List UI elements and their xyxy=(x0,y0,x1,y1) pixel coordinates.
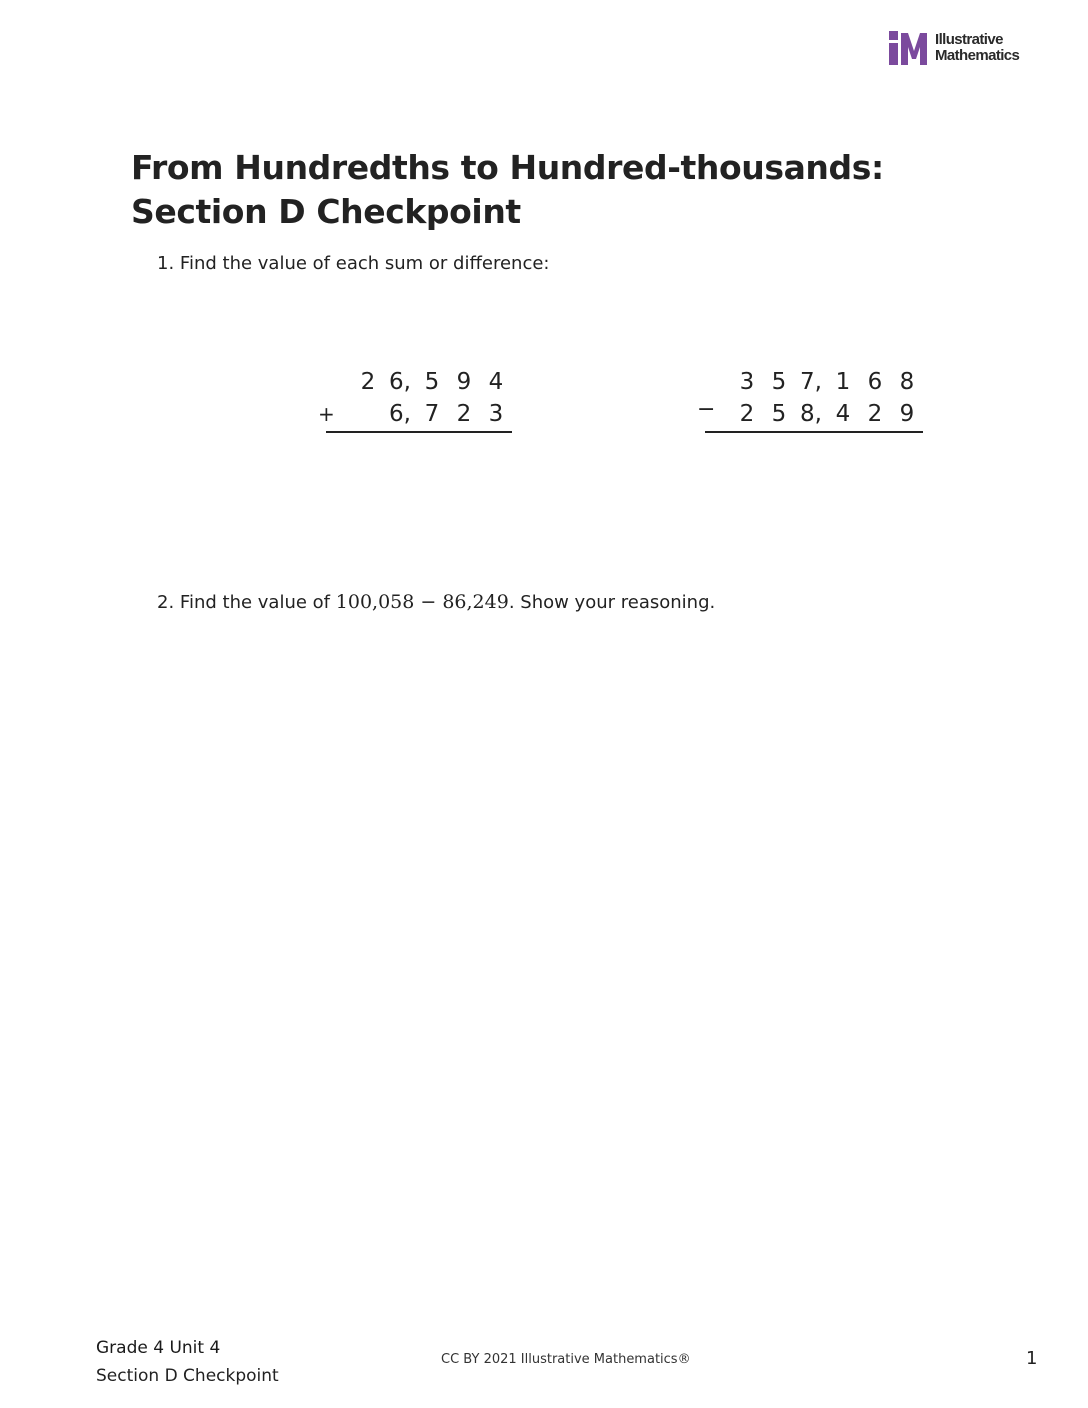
subtrahend xyxy=(697,398,923,430)
page-number: 1 xyxy=(1026,1348,1038,1369)
digit: 6 xyxy=(867,369,883,395)
question-2 xyxy=(157,590,715,615)
question-2-text-end: . Show your reasoning. xyxy=(508,592,716,613)
footer-course-info xyxy=(96,1334,279,1390)
digit: 5 xyxy=(424,369,440,395)
brand-line-2: Mathematics xyxy=(935,47,1020,64)
im-logo-icon xyxy=(889,31,931,65)
digit: 4 xyxy=(835,401,851,427)
digit: 3 xyxy=(488,401,504,427)
question-2-number: 2. xyxy=(157,592,175,613)
page-title xyxy=(131,146,884,234)
digit: 6, xyxy=(389,401,411,427)
minus-sign: − xyxy=(697,397,716,422)
addend-bottom xyxy=(318,398,512,430)
digit: 2 xyxy=(867,401,883,427)
title-line-1: From Hundredths to Hundred-thousands: xyxy=(131,148,884,187)
digit: 7, xyxy=(800,369,822,395)
plus-sign: + xyxy=(318,402,335,426)
question-2-expression: 100,058 − 86,249 xyxy=(335,591,509,613)
addition-problem xyxy=(318,366,512,430)
digit: 9 xyxy=(899,401,915,427)
digit: 5 xyxy=(771,369,787,395)
minuend xyxy=(697,366,923,398)
footer-grade-unit: Grade 4 Unit 4 xyxy=(96,1338,221,1358)
question-2-text: Find the value of xyxy=(179,592,331,613)
digit: 4 xyxy=(488,369,504,395)
brand-wordmark xyxy=(935,32,1019,64)
digit: 5 xyxy=(771,401,787,427)
digit: 8 xyxy=(899,369,915,395)
sum-line xyxy=(326,431,512,433)
digit: 6, xyxy=(389,369,411,395)
question-1 xyxy=(157,252,549,276)
question-1-text: Find the value of each sum or difference: xyxy=(179,253,550,274)
footer-license: CC BY 2021 Illustrative Mathematics® xyxy=(441,1352,691,1367)
brand-logo xyxy=(889,31,1039,67)
subtraction-problem xyxy=(697,366,923,430)
question-1-number: 1. xyxy=(157,253,175,274)
digit: 3 xyxy=(739,369,755,395)
digit: 2 xyxy=(739,401,755,427)
digit: 7 xyxy=(424,401,440,427)
title-line-2: Section D Checkpoint xyxy=(131,192,521,231)
difference-line xyxy=(705,431,923,433)
footer-section: Section D Checkpoint xyxy=(96,1366,279,1386)
addend-top xyxy=(318,366,512,398)
digit: 9 xyxy=(456,369,472,395)
digit: 2 xyxy=(456,401,472,427)
brand-line-1: Illustrative xyxy=(935,31,1003,48)
digit: 1 xyxy=(835,369,851,395)
digit: 2 xyxy=(360,369,376,395)
digit: 8, xyxy=(800,401,822,427)
